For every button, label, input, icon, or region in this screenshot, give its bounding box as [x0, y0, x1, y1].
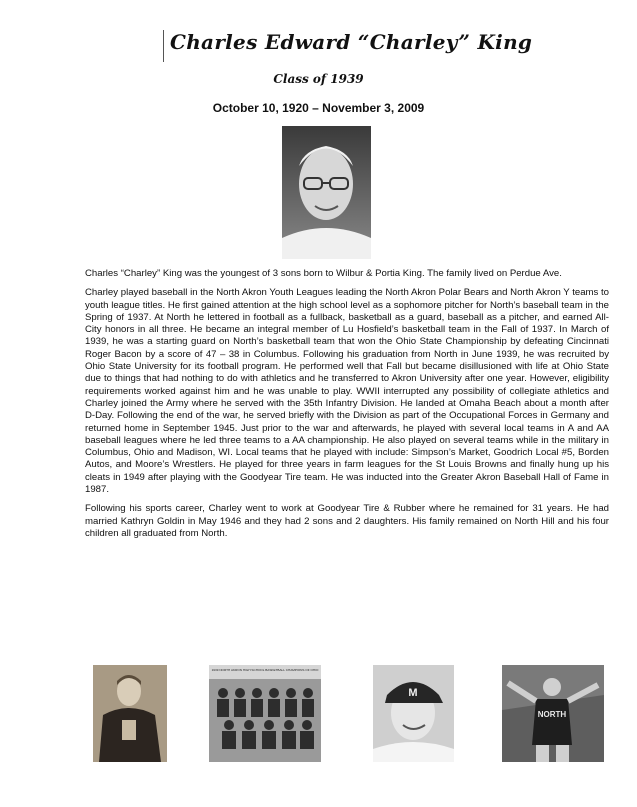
page-title: Charles Edward “Charley” King — [170, 30, 533, 54]
biography-text — [85, 268, 609, 547]
cap-letter: M — [408, 687, 418, 699]
team-photo-caption: 1939 NORTH AKRON HIGH SCHOOL BASKETBALL CHAMPIONS OF OHIO — [211, 668, 319, 672]
life-dates: October 10, 1920 – November 3, 2009 — [212, 101, 425, 115]
title-divider — [163, 30, 164, 62]
bio-paragraph-3: Following his sports career, Charley went to work at Goodyear Tire & Rubber where he remained for 31 years. He had married Kathryn Goldin in May 1946 and they had 2 sons and 2 daughters. His family remained on North Hill and his four children all graduated from North. — [85, 503, 609, 539]
class-year: Class of 1939 — [273, 72, 364, 86]
team-photo — [209, 665, 321, 762]
portrait-photo — [282, 126, 371, 259]
bio-paragraph-2: Charley played baseball in the North Akron Youth Leagues leading the North Akron Polar Bears and North Akron Y teams to youth league titles. He first gained attention at the high school level as a sophomore pitcher for North’s baseball team in the Spring of 1937. At North he lettered in football as a fullback, basketball as a guard, baseball as a pitcher, and earned All-City honors in all three. He became an integral member of Lu Hosfield’s basketball team in the Fall of 1937. In March of 1939, he was a starting guard on North’s basketball team that won the Ohio State Championship by defeating Cincinnati Roger Bacon by a score of 47 – 38 in Columbus. Following his graduation from North in June 1939, he was recruited by Ohio State University for its football program. He performed well that Fall but became disillusioned with life at Ohio State due to things that had nothing to do with athletics and he transferred to Akron University after one year. However, eligibility requirements worked against him and he was unable to play. WWII interrupted any possibility of collegiate athletics and Charley joined the Army where he served with the 35th Infantry Division. He landed at Omaha Beach about a month after D-Day. Following the end of the war, he served briefly with the Division as part of the Occupational Forces in Germany and returned home in September 1945. Just prior to the war and afterwards, he played with several local teams in A and AA baseball leagues where he led three teams to a AA championship. He also played on several teams while in the military in Columbus, Ohio and Madison, WI. Local teams that he played with include: Simpson’s Market, Goodrich Local #5, Borden Autos, and Moore’s Wrestlers. He played for three years in farm leagues for the St Louis Browns and finally hung up his cleats in 1949 after playing with the Goodyear Tire team. He was inducted into the Greater Akron Baseball Hall of Fame in 1987. — [85, 287, 609, 496]
football-photo — [93, 665, 167, 762]
jersey-lettering: NORTH — [537, 710, 567, 719]
basketball-photo — [502, 665, 604, 762]
bio-paragraph-1: Charles “Charley” King was the youngest of 3 sons born to Wilbur & Portia King. The family lived on Perdue Ave. — [85, 268, 562, 279]
baseball-cap-photo — [373, 665, 454, 762]
